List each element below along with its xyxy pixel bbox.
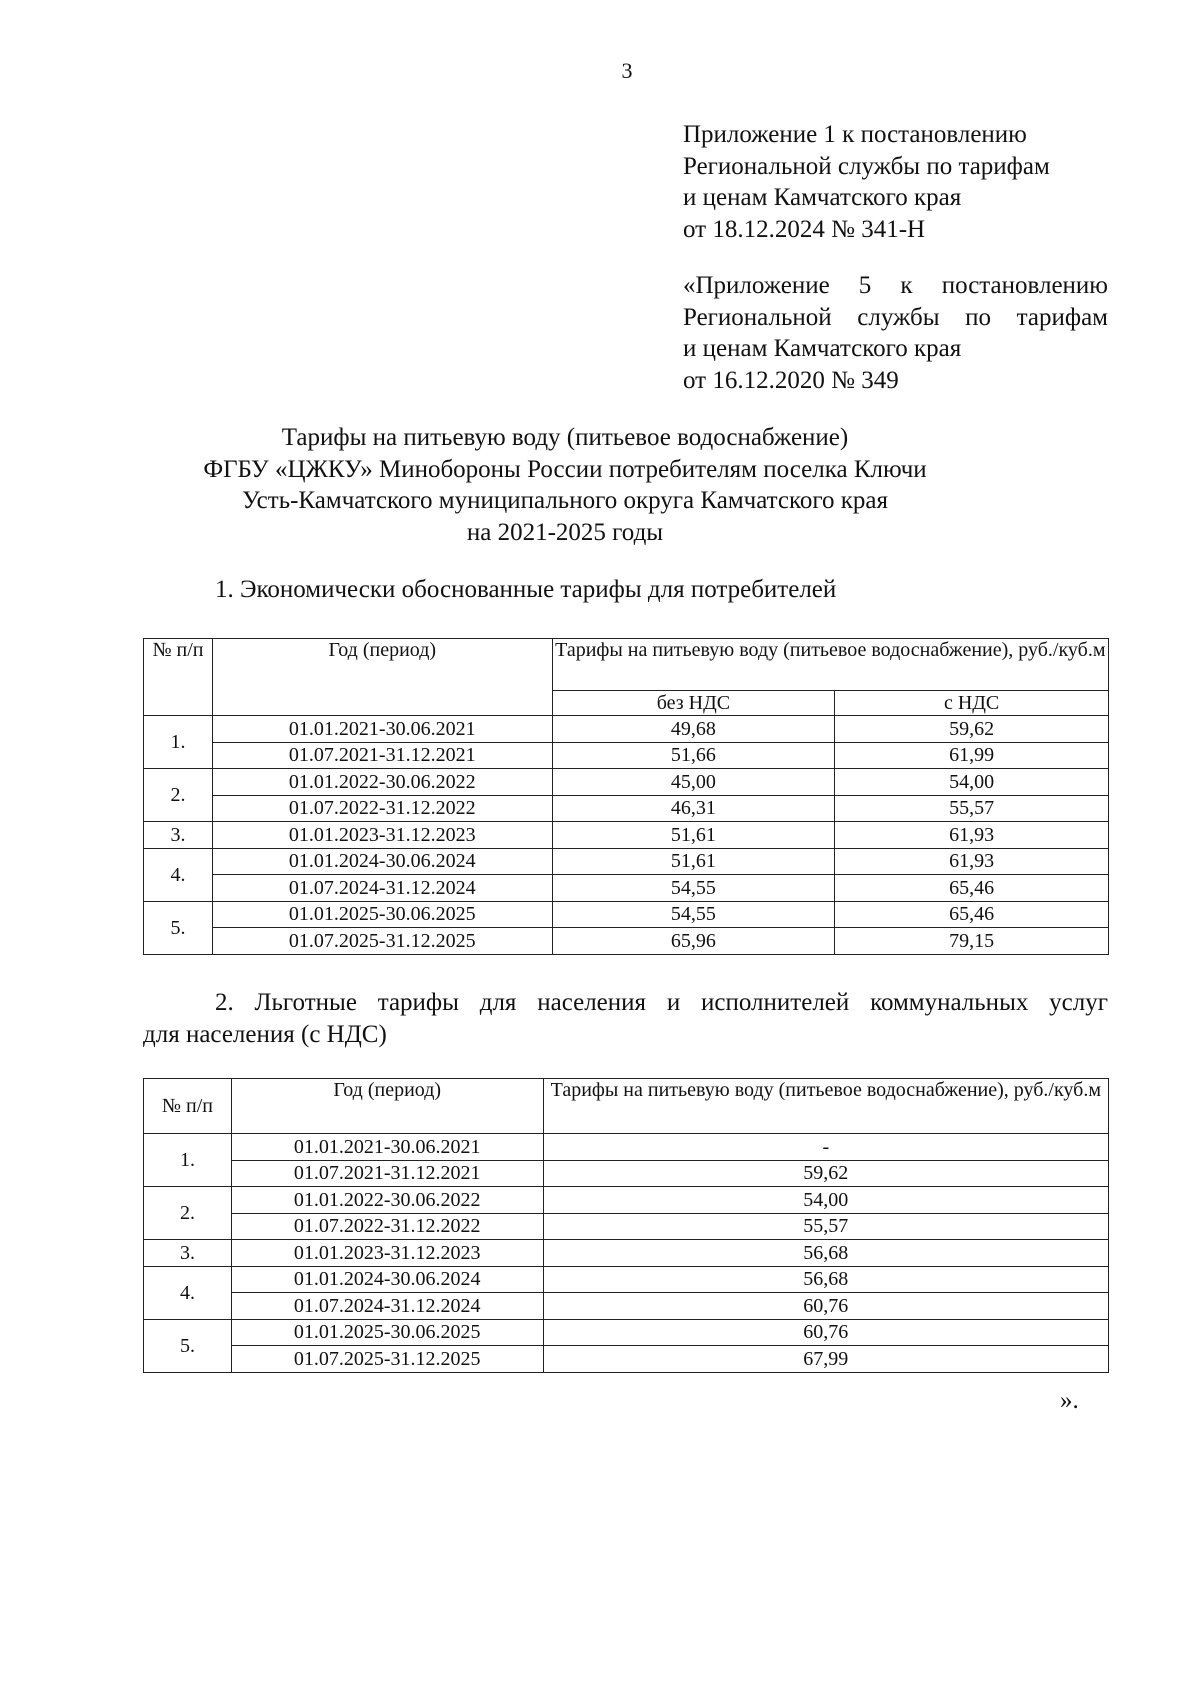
appendix-5-line: «Приложение 5 к постановлению bbox=[683, 272, 1108, 299]
tariff-value: 67,99 bbox=[543, 1346, 1108, 1373]
section-2-heading-line: 2. Льготные тарифы для населения и исполнителей коммунальных услуг bbox=[215, 989, 1108, 1016]
tariff-value: 56,68 bbox=[543, 1240, 1108, 1267]
appendix-1-reference bbox=[683, 119, 1108, 245]
table-row bbox=[144, 928, 1109, 955]
row-number: 5. bbox=[144, 901, 213, 954]
value-without-vat: 51,61 bbox=[552, 848, 835, 875]
period-cell: 01.01.2024-30.06.2024 bbox=[212, 848, 552, 875]
tariff-value: 60,76 bbox=[543, 1293, 1108, 1320]
period-cell: 01.01.2021-30.06.2021 bbox=[212, 716, 552, 743]
page-number: 3 bbox=[621, 58, 633, 83]
value-without-vat: 65,96 bbox=[552, 928, 835, 955]
header-tariff: Тарифы на питьевую воду (питьевое водоснабжение), руб./куб.м bbox=[543, 1079, 1108, 1134]
period-cell: 01.07.2024-31.12.2024 bbox=[212, 875, 552, 902]
appendix-1-line: Региональной службы по тарифам bbox=[683, 152, 1050, 180]
header-period: Год (период) bbox=[212, 639, 552, 716]
period-cell: 01.07.2025-31.12.2025 bbox=[212, 928, 552, 955]
row-number: 3. bbox=[144, 1240, 232, 1267]
tariff-value: 59,62 bbox=[543, 1160, 1108, 1187]
header-period: Год (период) bbox=[231, 1079, 543, 1134]
row-number: 2. bbox=[144, 769, 213, 822]
table-row bbox=[144, 1160, 1109, 1187]
tariff-value: 56,68 bbox=[543, 1266, 1108, 1293]
value-with-vat: 61,93 bbox=[835, 848, 1109, 875]
row-number: 3. bbox=[144, 822, 213, 849]
row-number: 1. bbox=[144, 716, 213, 769]
header-without-vat: без НДС bbox=[552, 691, 835, 716]
appendix-5-line: Региональной службы по тарифам bbox=[683, 303, 1108, 331]
appendix-1-line: от 18.12.2024 № 341-Н bbox=[683, 215, 926, 243]
appendix-1-line: Приложение 1 к постановлению bbox=[683, 121, 1027, 148]
value-with-vat: 61,99 bbox=[835, 742, 1109, 769]
period-cell: 01.07.2025-31.12.2025 bbox=[231, 1346, 543, 1373]
row-number: 4. bbox=[144, 1266, 232, 1319]
value-without-vat: 45,00 bbox=[552, 769, 835, 796]
title-line: Усть-Камчатского муниципального округа Камчатского края bbox=[241, 487, 888, 514]
table-row bbox=[144, 1213, 1109, 1240]
table-row bbox=[144, 1293, 1109, 1320]
tariff-value: - bbox=[543, 1134, 1108, 1161]
section-2-heading bbox=[143, 987, 1108, 1050]
row-number: 2. bbox=[144, 1187, 232, 1240]
value-with-vat: 65,46 bbox=[835, 901, 1109, 928]
table-row bbox=[144, 742, 1109, 769]
period-cell: 01.01.2023-31.12.2023 bbox=[212, 822, 552, 849]
appendix-1-line: и ценам Камчатского края bbox=[683, 184, 962, 211]
table-row bbox=[144, 1240, 1109, 1267]
appendix-5-line: и ценам Камчатского края bbox=[683, 335, 962, 362]
header-number: № п/п bbox=[144, 639, 213, 716]
economic-tariffs-table bbox=[143, 638, 1109, 955]
document-title bbox=[140, 422, 1140, 548]
table-row bbox=[144, 822, 1109, 849]
table-row bbox=[144, 1346, 1109, 1373]
appendix-5-line: от 16.12.2020 № 349 bbox=[683, 366, 899, 394]
period-cell: 01.07.2022-31.12.2022 bbox=[212, 795, 552, 822]
header-tariff: Тарифы на питьевую воду (питьевое водоснабжение), руб./куб.м bbox=[552, 639, 1108, 691]
value-with-vat: 61,93 bbox=[835, 822, 1109, 849]
table-row bbox=[144, 875, 1109, 902]
period-cell: 01.07.2024-31.12.2024 bbox=[231, 1293, 543, 1320]
table-row bbox=[144, 769, 1109, 796]
period-cell: 01.07.2022-31.12.2022 bbox=[231, 1213, 543, 1240]
table-row bbox=[144, 901, 1109, 928]
value-without-vat: 51,61 bbox=[552, 822, 835, 849]
appendix-5-reference bbox=[683, 270, 1108, 396]
table-row bbox=[144, 1187, 1109, 1214]
value-without-vat: 54,55 bbox=[552, 901, 835, 928]
value-with-vat: 79,15 bbox=[835, 928, 1109, 955]
table-row bbox=[144, 1134, 1109, 1161]
header-with-vat: с НДС bbox=[835, 691, 1109, 716]
title-line: на 2021-2025 годы bbox=[466, 518, 664, 546]
header-number: № п/п bbox=[144, 1079, 232, 1134]
period-cell: 01.01.2025-30.06.2025 bbox=[231, 1319, 543, 1346]
section-2-heading-line: для населения (с НДС) bbox=[143, 1020, 387, 1048]
row-number: 5. bbox=[144, 1319, 232, 1372]
value-without-vat: 49,68 bbox=[552, 716, 835, 743]
value-without-vat: 46,31 bbox=[552, 795, 835, 822]
period-cell: 01.07.2021-31.12.2021 bbox=[231, 1160, 543, 1187]
row-number: 4. bbox=[144, 848, 213, 901]
tariff-value: 60,76 bbox=[543, 1319, 1108, 1346]
tariff-value: 54,00 bbox=[543, 1187, 1108, 1214]
tariff-value: 55,57 bbox=[543, 1213, 1108, 1240]
value-without-vat: 54,55 bbox=[552, 875, 835, 902]
value-without-vat: 51,66 bbox=[552, 742, 835, 769]
period-cell: 01.01.2023-31.12.2023 bbox=[231, 1240, 543, 1267]
period-cell: 01.01.2024-30.06.2024 bbox=[231, 1266, 543, 1293]
preferential-tariffs-table bbox=[143, 1078, 1109, 1373]
title-line: ФГБУ «ЦЖКУ» Минобороны России потребителям поселка Ключи bbox=[203, 455, 927, 483]
table-row bbox=[144, 716, 1109, 743]
value-with-vat: 55,57 bbox=[835, 795, 1109, 822]
table-row bbox=[144, 795, 1109, 822]
period-cell: 01.01.2021-30.06.2021 bbox=[231, 1134, 543, 1161]
table-row bbox=[144, 1266, 1109, 1293]
table-row bbox=[144, 848, 1109, 875]
title-line: Тарифы на питьевую воду (питьевое водоснабжение) bbox=[281, 424, 849, 451]
value-with-vat: 59,62 bbox=[835, 716, 1109, 743]
section-1-heading: 1. Экономически обоснованные тарифы для потребителей bbox=[215, 576, 837, 603]
value-with-vat: 54,00 bbox=[835, 769, 1109, 796]
value-with-vat: 65,46 bbox=[835, 875, 1109, 902]
closing-quote: ». bbox=[1060, 1387, 1079, 1414]
period-cell: 01.01.2022-30.06.2022 bbox=[212, 769, 552, 796]
period-cell: 01.01.2025-30.06.2025 bbox=[212, 901, 552, 928]
table-row bbox=[144, 1319, 1109, 1346]
row-number: 1. bbox=[144, 1134, 232, 1187]
period-cell: 01.07.2021-31.12.2021 bbox=[212, 742, 552, 769]
period-cell: 01.01.2022-30.06.2022 bbox=[231, 1187, 543, 1214]
